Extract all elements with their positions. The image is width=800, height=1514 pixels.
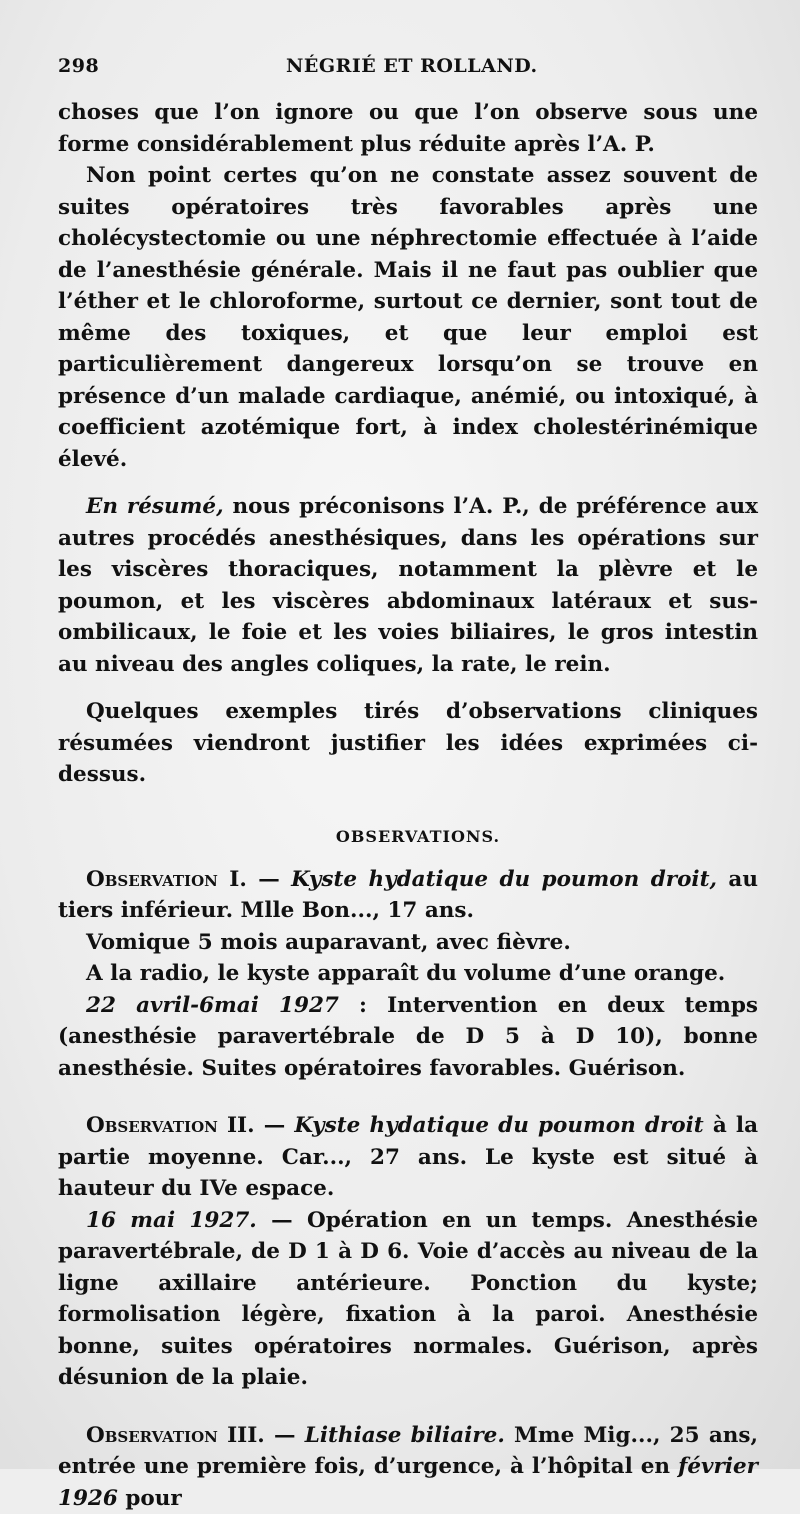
observation-3-label: Observation III. <box>86 1423 265 1448</box>
observation-2-operation-text: — Opération en un temps. Anesthésie paravertébrale, de D 1 à D 6. Voie d’accès au niveau de la ligne axillaire antérieure. Ponction du kyste; formolisation légère, fixation à la paroi. Anesthésie bonne, suites opératoires normales. Guérison, après désunion de la plaie. <box>58 1208 758 1391</box>
observation-1-line-2: A la radio, le kyste apparaît du volume d’une orange. <box>58 958 758 990</box>
paragraph-examples: Quelques exemples tirés d’observations cliniques résumées viendront justifier les idées exprimées ci-dessus. <box>58 696 758 791</box>
observation-1-date: 22 avril-6mai 1927 <box>86 993 339 1018</box>
paragraph-continuation: choses que l’on ignore ou que l’on observe sous une forme considérablement plus réduite après l’A. P. <box>58 97 758 160</box>
observation-2-label: Observation II. <box>86 1113 255 1138</box>
observation-2-rest: à la partie moyenne. Car..., 27 ans. Le kyste est situé à hauteur du IVe espace. <box>58 1113 758 1201</box>
summary-text: nous préconisons l’A. P., de préférence aux autres procédés anesthésiques, dans les opérations sur les viscères thoraciques, notamment la plèvre et le poumon, et les viscères abdominaux latéraux et sus-ombilicaux, le foie et les voies biliaires, le gros intestin au niveau des angles coliques, la rate, le rein. <box>58 494 758 677</box>
observation-1-operation-text: : Intervention en deux temps (anesthésie paravertébrale de D 5 à D 10), bonne anesthésie. Suites opératoires favorables. Guérison. <box>58 993 758 1081</box>
observation-1-title: Kyste hydatique du poumon droit, <box>291 867 717 892</box>
running-title: NÉGRIÉ ET ROLLAND. <box>278 55 758 77</box>
observation-3-date: février 1926 <box>58 1454 758 1511</box>
observation-3-title: Lithiase biliaire. <box>305 1423 505 1448</box>
observation-3-heading <box>58 1420 758 1514</box>
paragraph-general-anesthesia: Non point certes qu’on ne constate assez souvent de suites opératoires très favorables après une cholécystectomie ou une néphrectomie effectuée à l’aide de l’anesthésie générale. Mais il ne faut pas oublier que l’éther et le chloroforme, surtout ce dernier, sont tout de même des toxiques, et que leur emploi est particulièrement dangereux lorsqu’on se trouve en présence d’un malade cardiaque, anémié, ou intoxiqué, à coefficient azotémique fort, à index cholestérinémique élevé. <box>58 160 758 475</box>
observation-3-tail: pour <box>118 1486 182 1511</box>
observation-2-dash: — <box>255 1113 295 1138</box>
observation-3-rest: Mme Mig..., 25 ans, entrée une première fois, d’urgence, à l’hôpital en <box>58 1423 758 1480</box>
observation-2-title: Kyste hydatique du poumon droit <box>294 1113 703 1138</box>
observation-2-heading <box>58 1110 758 1205</box>
observation-1-operation <box>58 990 758 1085</box>
observation-3-dash: — <box>265 1423 305 1448</box>
section-title: OBSERVATIONS. <box>58 827 758 846</box>
observation-2-date: 16 mai 1927. <box>86 1208 257 1233</box>
summary-lead: En résumé, <box>86 494 224 519</box>
observation-1-dash: — <box>247 867 291 892</box>
page-number: 298 <box>58 55 278 77</box>
observation-2-operation <box>58 1205 758 1394</box>
observation-1-rest: au tiers inférieur. Mlle Bon..., 17 ans. <box>58 867 758 924</box>
observation-1-line-1: Vomique 5 mois auparavant, avec fièvre. <box>58 927 758 959</box>
paragraph-summary <box>58 491 758 680</box>
observation-1-label: Observation I. <box>86 867 247 892</box>
page-header <box>58 55 758 97</box>
observation-1-heading <box>58 864 758 927</box>
